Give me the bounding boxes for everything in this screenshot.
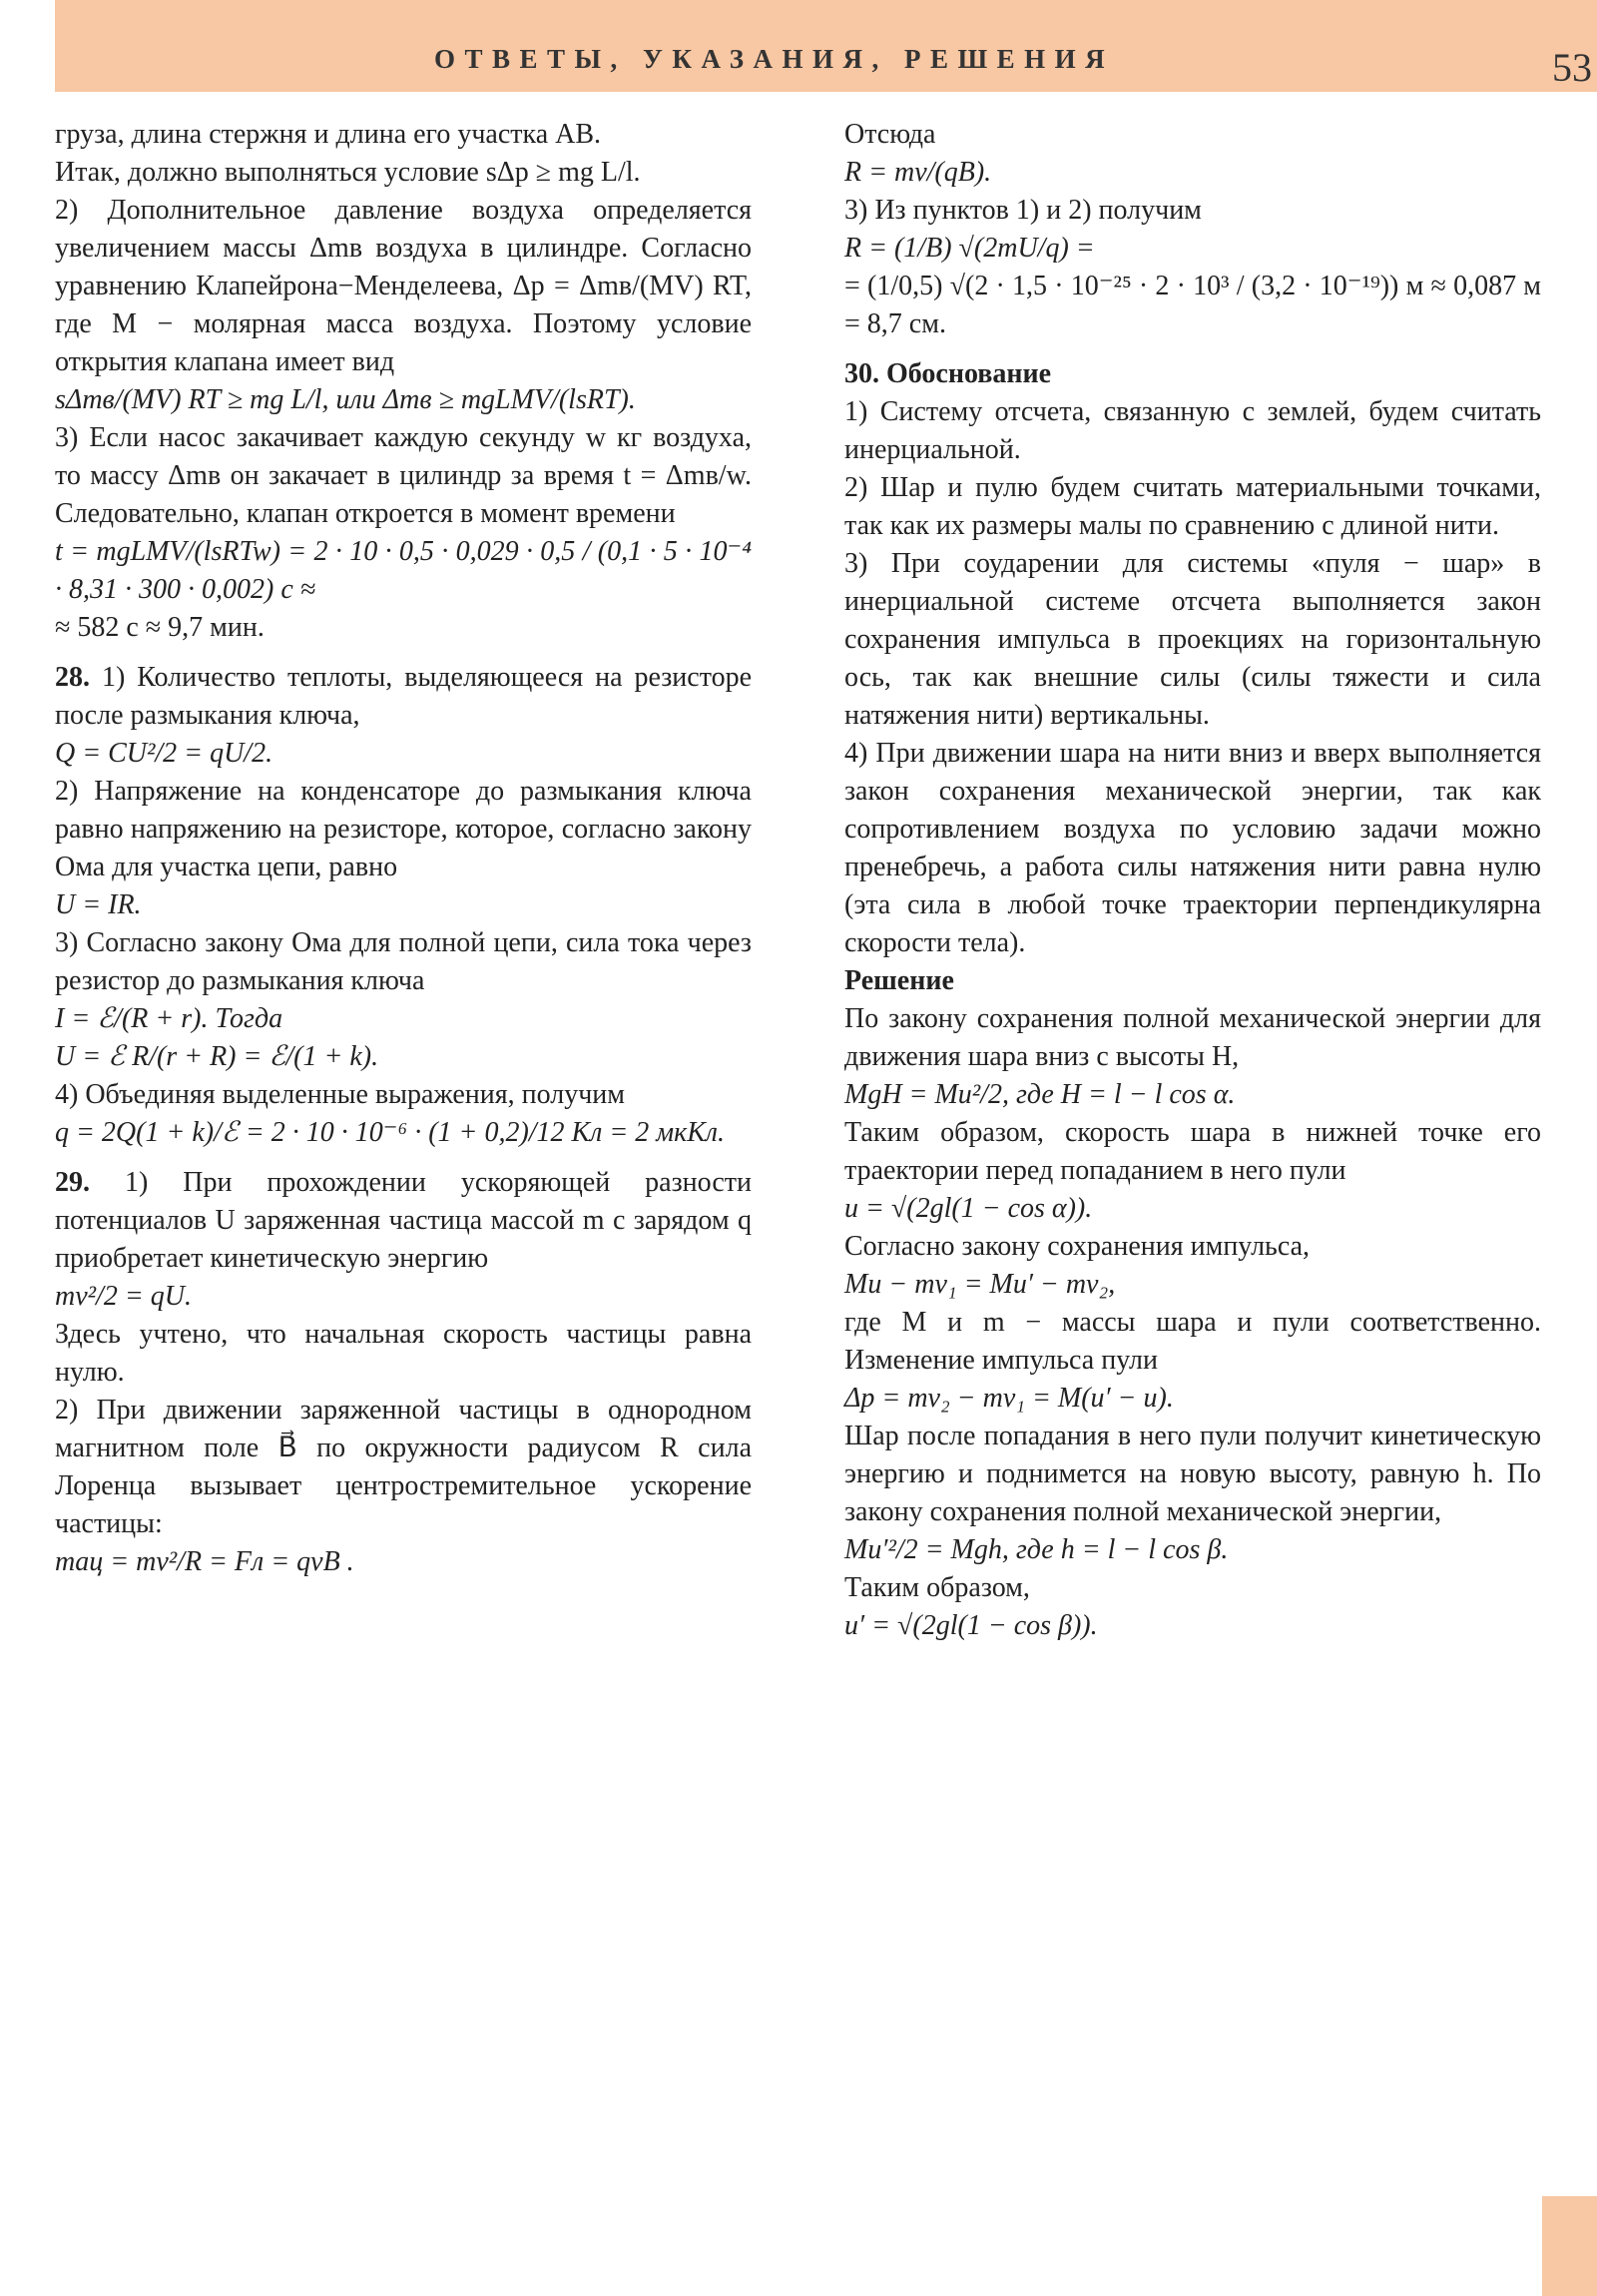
solution-title: Решение: [844, 965, 954, 996]
solution-p6: Таким образом,: [844, 1572, 1030, 1603]
right-p2: 3) Из пунктов 1) и 2) получим: [844, 195, 1202, 226]
left-formula-1: sΔmв/(MV) RT ≥ mg L/l, или Δmв ≥ mgLMV/(lsRT).: [55, 384, 636, 415]
solution-p2: Таким образом, скорость шара в нижней точке его траектории перед попаданием в него пули: [844, 1117, 1541, 1186]
right-formula-7: Mu′²/2 = Mgh, где h = l − l cos β.: [844, 1534, 1229, 1565]
right-formula-5: Mu − mv₁ = Mu′ − mv₂,: [844, 1269, 1116, 1300]
section-28: [55, 659, 752, 735]
right-formula-3: MgH = Mu²/2, где H = l − l cos α.: [844, 1079, 1236, 1110]
left-column: [55, 116, 752, 1581]
right-formula-8: u′ = √(2gl(1 − cos β)).: [844, 1610, 1098, 1641]
side-tab: [1542, 2196, 1597, 2296]
section-30-p3: 3) При соударении для системы «пуля − шар» в инерциальной системе отсчета выполняется закон сохранения импульса в проекциях на горизонтальную ось, так как внешние силы (силы тяжести и сила натяжения нити) вертикальны.: [844, 548, 1541, 731]
header-title: ОТВЕТЫ, УКАЗАНИЯ, РЕШЕНИЯ: [434, 44, 1115, 74]
section-30-p4: 4) При движении шара на нити вниз и вверх выполняется закон сохранения механической энергии, так как сопротивлением воздуха по условию задачи можно пренебречь, а работа силы натяжения нити равна нулю (эта сила в любой точке траектории перпендикулярна скорости тела).: [844, 738, 1541, 958]
page-number: 53: [1552, 45, 1592, 90]
right-formula-4: u = √(2gl(1 − cos α)).: [844, 1193, 1093, 1224]
section-29-p2: Здесь учтено, что начальная скорость частицы равна нулю.: [55, 1319, 752, 1388]
left-p1: груза, длина стержня и длина его участка AB.: [55, 119, 602, 150]
solution-p4: где M и m − массы шара и пули соответственно. Изменение импульса пули: [844, 1307, 1541, 1376]
right-formula-2b: = (1/0,5) √(2 · 1,5 · 10⁻²⁵ · 2 · 10³ / (3,2 · 10⁻¹⁹)) м ≈ 0,087 м = 8,7 см.: [844, 271, 1541, 339]
right-formula-6: Δp = mv₂ − mv₁ = M(u′ − u).: [844, 1383, 1174, 1414]
section-29-p1: 1) При прохождении ускоряющей разности потенциалов U заряженная частица массой m с зарядом q приобретает кинетическую энергию: [55, 1167, 752, 1274]
section-29: [55, 1164, 752, 1278]
left-formula-4: U = IR.: [55, 889, 142, 920]
page-header: [55, 0, 1597, 92]
section-29-p3: 2) При движении заряженной частицы в однородном магнитном поле B⃗ по окружности радиусом R сила Лоренца вызывает центростремительное ускорение частицы:: [55, 1395, 752, 1539]
right-formula-1: R = mv/(qB).: [844, 157, 992, 188]
right-column: [844, 116, 1541, 1645]
section-28-p3: 3) Согласно закону Ома для полной цепи, сила тока через резистор до размыкания ключа: [55, 927, 752, 996]
left-p3: 2) Дополнительное давление воздуха определяется увеличением массы Δmв воздуха в цилиндре. Согласно уравнению Клапейрона−Менделеева, Δp = Δmв/(MV) RT, где M − молярная масса воздуха. Поэтому условие открытия клапана имеет вид: [55, 195, 752, 377]
left-formula-3: Q = CU²/2 = qU/2.: [55, 738, 273, 769]
left-formula-7: mv²/2 = qU.: [55, 1281, 192, 1312]
left-formula-8: maц = mv²/R = Fл = qvB .: [55, 1546, 354, 1577]
left-formula-condition: Итак, должно выполняться условие sΔp ≥ mg L/l.: [55, 157, 641, 188]
solution-p5: Шар после попадания в него пули получит кинетическую энергию и поднимется на новую высоту, равную h. По закону сохранения полной механической энергии,: [844, 1421, 1541, 1527]
section-30-p2: 2) Шар и пулю будем считать материальными точками, так как их размеры малы по сравнению с длиной нити.: [844, 472, 1541, 541]
section-28-number: 28.: [55, 662, 90, 693]
section-29-number: 29.: [55, 1167, 90, 1198]
left-formula-2a: t = mgLMV/(lsRTw) = 2 · 10 · 0,5 · 0,029 · 0,5 / (0,1 · 5 · 10⁻⁴ · 8,31 · 300 · 0,002) с ≈: [55, 536, 752, 605]
left-formula-5a: I = ℰ/(R + r). Тогда: [55, 1003, 283, 1034]
right-p1: Отсюда: [844, 119, 936, 150]
section-28-p4: 4) Объединяя выделенные выражения, получим: [55, 1079, 626, 1110]
section-28-p2: 2) Напряжение на конденсаторе до размыкания ключа равно напряжению на резисторе, которое, согласно закону Ома для участка цепи, равно: [55, 776, 752, 882]
section-30-p1: 1) Систему отсчета, связанную с землей, будем считать инерциальной.: [844, 396, 1541, 465]
solution-p3: Согласно закону сохранения импульса,: [844, 1231, 1311, 1262]
right-formula-2a: R = (1/B) √(2mU/q) =: [844, 233, 1095, 264]
section-30-title: 30. Обоснование: [844, 358, 1052, 389]
left-formula-5b: U = ℰ R/(r + R) = ℰ/(1 + k).: [55, 1041, 379, 1072]
section-28-p1: 1) Количество теплоты, выделяющееся на резисторе после размыкания ключа,: [55, 662, 753, 731]
left-formula-6: q = 2Q(1 + k)/ℰ = 2 · 10 · 10⁻⁶ · (1 + 0,2)/12 Кл = 2 мкКл.: [55, 1117, 726, 1148]
solution-p1: По закону сохранения полной механической энергии для движения шара вниз с высоты H,: [844, 1003, 1541, 1072]
left-formula-2b: ≈ 582 с ≈ 9,7 мин.: [55, 612, 265, 643]
left-p4: 3) Если насос закачивает каждую секунду w кг воздуха, то массу Δmв он закачает в цилиндр за время t = Δmв/w. Следовательно, клапан откроется в момент времени: [55, 422, 752, 529]
